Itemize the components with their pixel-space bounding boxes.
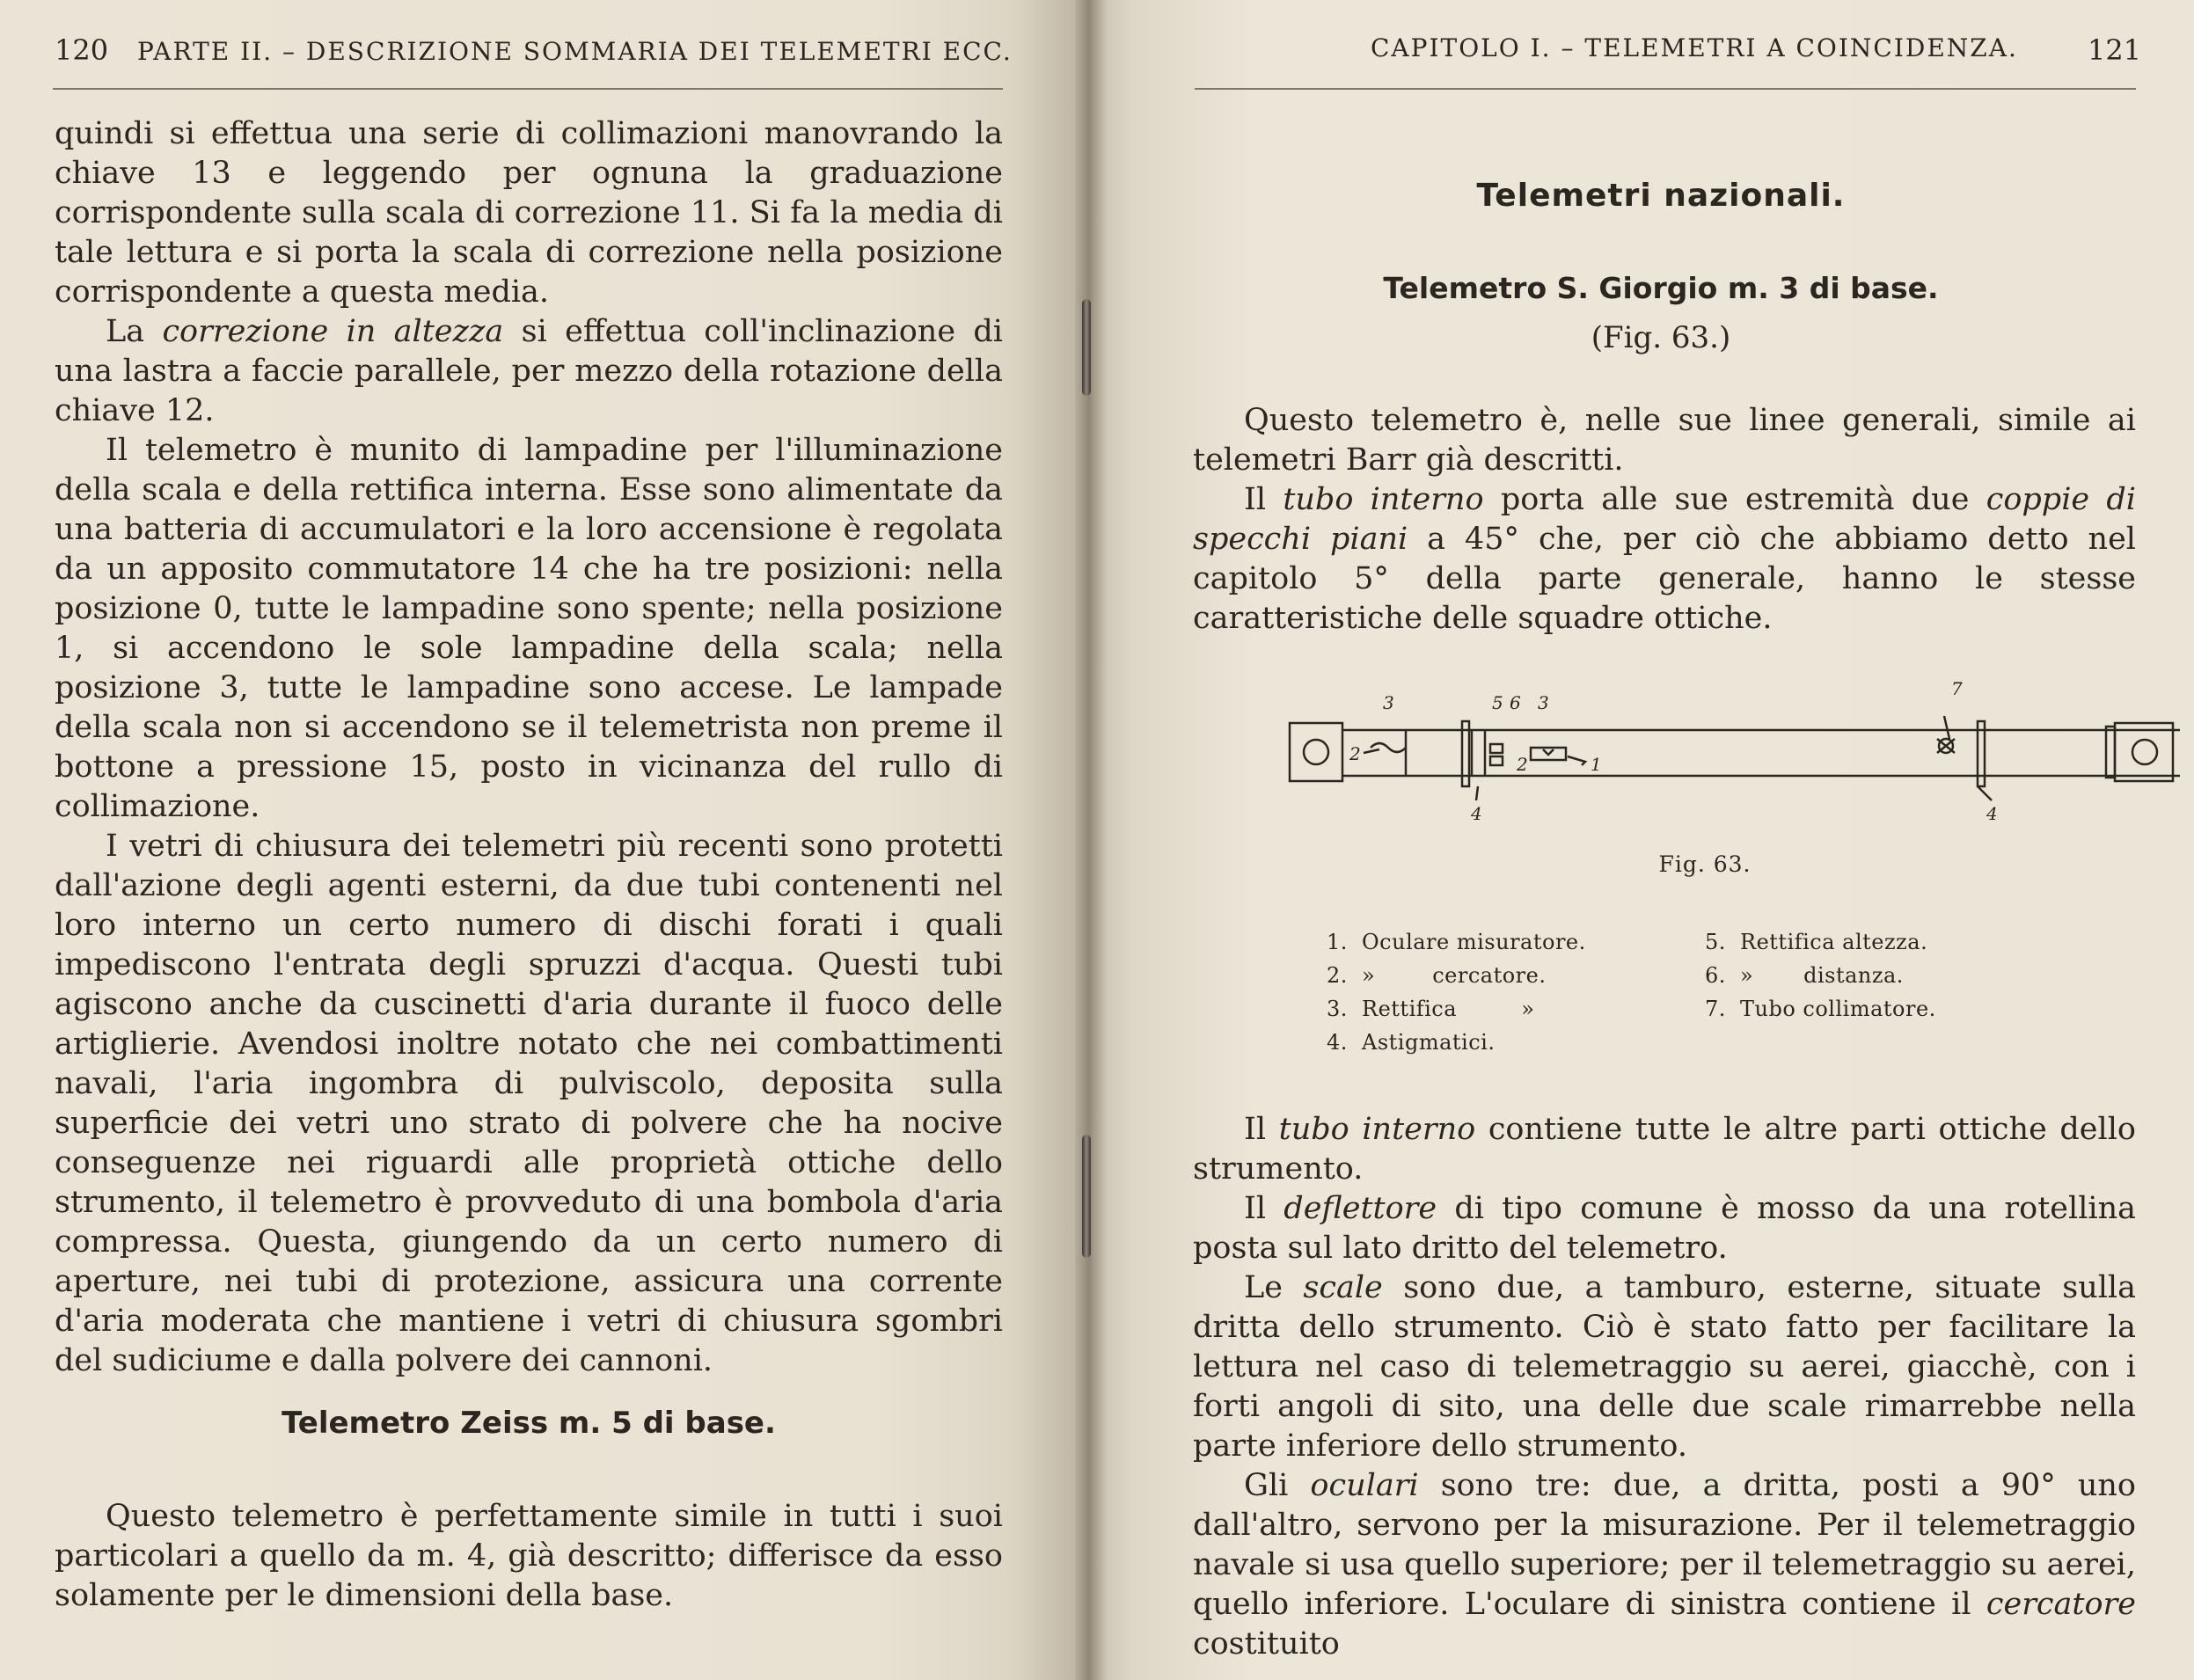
legend-num: 6. (1705, 963, 1726, 988)
staple-bottom (1082, 1135, 1091, 1258)
left-section-heading: Telemetro Zeiss m. 5 di base. (282, 1406, 776, 1441)
right-paragraph-1: Questo telemetro è, nelle sue linee generali, simile ai telemetri Barr già descritti. (1193, 403, 2136, 478)
fig-label-4b: 4 (1986, 803, 1998, 824)
legend-item (1705, 925, 1936, 959)
legend-text: » cercatore. (1362, 963, 1547, 988)
left-running-head (55, 33, 1013, 77)
legend-num: 5. (1705, 930, 1726, 954)
rp2-a: Il (1244, 482, 1283, 517)
legend-right (1705, 925, 1936, 1026)
left-header-rule (53, 88, 1003, 90)
left-paragraph-2 (55, 312, 1003, 431)
left-p2-italic: correzione in altezza (162, 314, 504, 349)
fig-label-3a: 3 (1383, 692, 1394, 713)
legend-num: 7. (1705, 997, 1726, 1021)
right-paragraph-5 (1193, 1268, 2136, 1466)
fig-label-2a: 2 (1349, 743, 1361, 764)
left-p2-rest: si effettua coll'inclinazione di una lastra a faccie parallele, per mezzo della rotazione della chiave 12. (55, 314, 1003, 428)
fig-label-3b: 3 (1538, 692, 1549, 713)
right-body-top (1193, 401, 2136, 639)
right-page-number: 121 (2088, 33, 2142, 67)
rp2-b: tubo interno (1283, 482, 1484, 517)
legend-num: 2. (1327, 963, 1348, 988)
figure-caption: Fig. 63. (1658, 851, 1752, 877)
left-running-head-text: PARTE II. – DESCRIZIONE SOMMARIA DEI TELEMETRI ECC. (136, 37, 1013, 66)
rp4-a: Il (1244, 1191, 1284, 1226)
left-page-number: 120 (55, 33, 109, 67)
legend-item (1327, 992, 1586, 1026)
rp5-b: scale (1303, 1270, 1383, 1305)
right-page (1089, 0, 2194, 1680)
rp2-e: a 45° che, per ciò che abbiamo detto nel capitolo 5° della parte generale, hanno le stesse caratteristiche delle squadre ottiche. (1193, 522, 2136, 636)
left-body (55, 114, 1003, 1381)
rp4-c: di tipo comune è mosso da una rotellina posta sul lato dritto del telemetro. (1193, 1191, 2136, 1266)
right-header-rule (1195, 88, 2136, 90)
left-paragraph-4: I vetri di chiusura dei telemetri più recenti sono protetti dall'azione degli agenti esterni, da due tubi contenenti nel loro interno un certo numero di dischi forati i quali impediscono l'entrata degli spruzzi d'acqua. Questi tubi agiscono anche da cuscinetti d'aria durante il fuoco delle artiglierie. Avendosi inoltre notato che nei combattimenti navali, l'aria ingombra di pulviscolo, deposita sulla superficie dei vetri uno strato di polvere che ha nocive conseguenze nei riguardi alle proprietà ottiche dello strumento, il telemetro è provveduto di una bombola d'aria compressa. Questa, giungendo da un certo numero di aperture, nei tubi di protezione, assicura una corrente d'aria moderata che mantiene i vetri di chiusura sgombri del sudiciume e dalla polvere dei cannoni. (55, 829, 1003, 1378)
rp6-c: sono tre: due, a dritta, posti a 90° uno dall'altro, servono per la misurazione. Per il telemetraggio navale si usa quello superiore; per il telemetraggio su aerei, quello inferiore. L'oculare di sinistra contiene il (1193, 1468, 2136, 1622)
fig-label-4a: 4 (1471, 803, 1482, 824)
left-paragraph-1: quindi si effettua una serie di collimazioni manovrando la chiave 13 e leggendo per ognuna la graduazione corrispondente sulla scala di correzione 11. Si fa la media di tale lettura e si porta la scala di correzione nella posizione corrispondente a questa media. (55, 116, 1003, 310)
fig-label-7: 7 (1951, 678, 1963, 699)
legend-left (1327, 925, 1586, 1059)
left-section-paragraph: Questo telemetro è perfettamente simile in tutti i suoi particolari a quello da m. 4, già descritto; differisce da esso solamente per le dimensioni della base. (55, 1499, 1003, 1613)
right-subtitle: Telemetro S. Giorgio m. 3 di base. (1383, 271, 1939, 305)
legend-num: 4. (1327, 1030, 1348, 1055)
right-running-head-text: CAPITOLO I. – TELEMETRI A COINCIDENZA. (1371, 33, 2018, 62)
right-paragraph-4 (1193, 1189, 2136, 1268)
right-page-number-wrap (2088, 33, 2141, 77)
fig-label-6: 6 (1510, 692, 1521, 713)
legend-text: Rettifica » (1362, 997, 1535, 1021)
book-gutter (1075, 0, 1107, 1680)
legend-text: Astigmatici. (1362, 1030, 1496, 1055)
right-title: Telemetri nazionali. (1476, 178, 1846, 214)
right-body-bottom (1193, 1110, 2136, 1664)
fig-label-1: 1 (1591, 754, 1602, 775)
legend-item (1705, 992, 1936, 1026)
legend-num: 1. (1327, 930, 1348, 954)
rp2-d: coppie di specchi piani (1193, 482, 2136, 557)
rp3-c: contiene tutte le altre parti ottiche dello strumento. (1193, 1112, 2136, 1187)
staple-top (1082, 299, 1091, 396)
rp6-d: cercatore (1986, 1587, 2136, 1622)
legend-item (1327, 959, 1586, 992)
legend-num: 3. (1327, 997, 1348, 1021)
legend-item (1705, 959, 1936, 992)
legend-text: Rettifica altezza. (1740, 930, 1928, 954)
right-end-box (2115, 723, 2173, 781)
rp3-b: tubo interno (1278, 1112, 1476, 1147)
fig-label-2b: 2 (1517, 754, 1528, 775)
left-end-box (1290, 723, 1342, 781)
right-paragraph-3 (1193, 1110, 2136, 1189)
left-page (0, 0, 1089, 1680)
left-section-body (55, 1497, 1003, 1616)
legend-text: » distanza. (1740, 963, 1904, 988)
legend-item (1327, 925, 1586, 959)
left-p2-prefix: La (106, 314, 163, 349)
rp4-b: deflettore (1283, 1191, 1437, 1226)
rp6-a: Gli (1244, 1468, 1311, 1503)
rp6-b: oculari (1310, 1468, 1419, 1503)
right-fig-ref: (Fig. 63.) (1591, 320, 1731, 355)
rp5-a: Le (1244, 1270, 1304, 1305)
right-running-head (1371, 33, 2018, 77)
rp6-e: costituito (1193, 1626, 1340, 1662)
rangefinder-figure (1283, 668, 2180, 844)
rp3-a: Il (1244, 1112, 1279, 1147)
rp5-c: sono due, a tamburo, esterne, situate sulla dritta dello strumento. Ciò è stato fatto per facilitare la lettura nel caso di telemetraggio su aerei, giacchè, con i forti angoli di sito, una delle due scale rimarrebbe nella parte inferiore dello strumento. (1193, 1270, 2136, 1464)
fig-label-5: 5 (1492, 692, 1503, 713)
rp2-c: porta alle sue estremità due (1483, 482, 1986, 517)
legend-item (1327, 1026, 1586, 1059)
right-paragraph-6 (1193, 1466, 2136, 1664)
right-paragraph-2 (1193, 480, 2136, 639)
legend-text: Tubo collimatore. (1740, 997, 1936, 1021)
legend-text: Oculare misuratore. (1362, 930, 1586, 954)
left-paragraph-3: Il telemetro è munito di lampadine per l'illuminazione della scala e della rettifica interna. Esse sono alimentate da una batteria di accumulatori e la loro accensione è regolata da un apposito commutatore 14 che ha tre posizioni: nella posizione 0, tutte le lampadine sono spente; nella posizione 1, si accendono le sole lampadine della scala; nella posizione 3, tutte le lampadine sono accese. Le lampade della scala non si accendono se il telemetrista non preme il bottone a pressione 15, posto in vicinanza del rullo di collimazione. (55, 433, 1003, 824)
